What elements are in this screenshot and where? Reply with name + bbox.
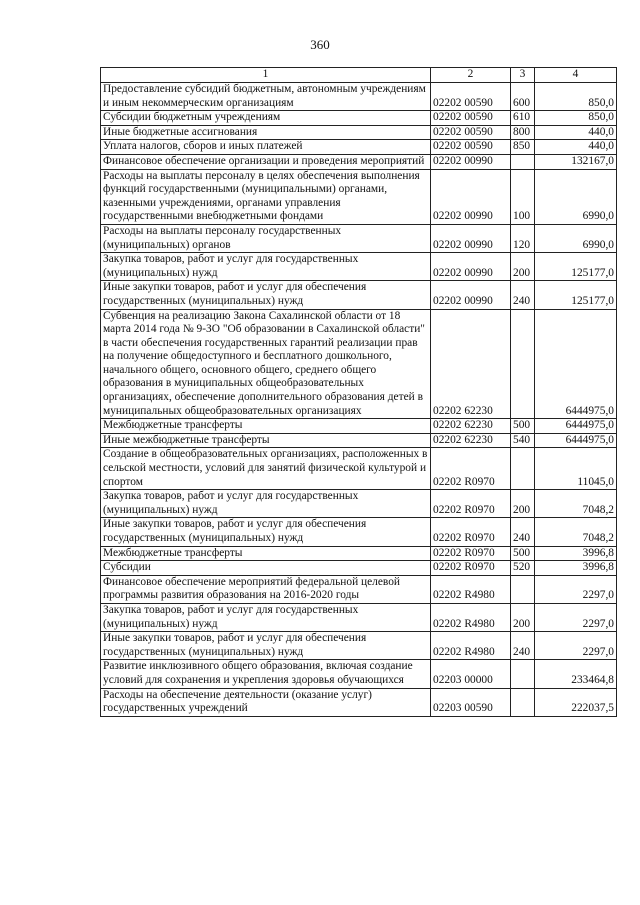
page-number: 360 bbox=[310, 37, 330, 52]
row-type bbox=[511, 688, 535, 716]
table-row bbox=[101, 154, 617, 169]
row-sum: 3996,8 bbox=[535, 546, 617, 561]
row-sum: 3996,8 bbox=[535, 561, 617, 576]
row-sum: 11045,0 bbox=[535, 448, 617, 490]
table-row bbox=[101, 518, 617, 546]
row-code: 02202 R4980 bbox=[431, 603, 511, 631]
row-name: Иные закупки товаров, работ и услуг для обеспечения государственных (муниципальных) нужд bbox=[101, 281, 431, 309]
row-sum: 440,0 bbox=[535, 140, 617, 155]
table-row bbox=[101, 83, 617, 111]
row-name: Предоставление субсидий бюджетным, автономным учреждениям и иным некоммерческим организациям bbox=[101, 83, 431, 111]
table-row bbox=[101, 546, 617, 561]
row-name: Уплата налогов, сборов и иных платежей bbox=[101, 140, 431, 155]
row-type bbox=[511, 309, 535, 419]
row-name: Закупка товаров, работ и услуг для государственных (муниципальных) нужд bbox=[101, 603, 431, 631]
row-type: 200 bbox=[511, 253, 535, 281]
row-code: 02203 00590 bbox=[431, 688, 511, 716]
header-col-3: 3 bbox=[511, 68, 535, 83]
row-code: 02202 62230 bbox=[431, 309, 511, 419]
row-code: 02202 62230 bbox=[431, 419, 511, 434]
row-type: 610 bbox=[511, 111, 535, 126]
row-sum: 125177,0 bbox=[535, 281, 617, 309]
table-row bbox=[101, 224, 617, 252]
row-code: 02202 00990 bbox=[431, 281, 511, 309]
table-row bbox=[101, 253, 617, 281]
row-code: 02202 R0970 bbox=[431, 561, 511, 576]
table-row bbox=[101, 111, 617, 126]
row-type: 100 bbox=[511, 169, 535, 224]
row-code: 02202 R4980 bbox=[431, 632, 511, 660]
table-row bbox=[101, 660, 617, 688]
row-name: Субсидии бюджетным учреждениям bbox=[101, 111, 431, 126]
header-col-2: 2 bbox=[431, 68, 511, 83]
row-code: 02202 R0970 bbox=[431, 448, 511, 490]
row-type: 240 bbox=[511, 632, 535, 660]
table-row bbox=[101, 490, 617, 518]
table-header-row bbox=[101, 68, 617, 83]
row-type bbox=[511, 448, 535, 490]
row-name: Расходы на выплаты персоналу государственных (муниципальных) органов bbox=[101, 224, 431, 252]
row-sum: 233464,8 bbox=[535, 660, 617, 688]
row-type bbox=[511, 660, 535, 688]
row-sum: 6444975,0 bbox=[535, 419, 617, 434]
row-type bbox=[511, 575, 535, 603]
row-name: Субсидии bbox=[101, 561, 431, 576]
row-sum: 6990,0 bbox=[535, 169, 617, 224]
row-code: 02202 00990 bbox=[431, 154, 511, 169]
row-name: Закупка товаров, работ и услуг для государственных (муниципальных) нужд bbox=[101, 253, 431, 281]
header-col-4: 4 bbox=[535, 68, 617, 83]
row-name: Расходы на обеспечение деятельности (оказание услуг) государственных учреждений bbox=[101, 688, 431, 716]
row-type: 240 bbox=[511, 281, 535, 309]
row-type: 200 bbox=[511, 490, 535, 518]
row-name: Иные межбюджетные трансферты bbox=[101, 433, 431, 448]
row-type bbox=[511, 154, 535, 169]
row-name: Иные закупки товаров, работ и услуг для обеспечения государственных (муниципальных) нужд bbox=[101, 632, 431, 660]
row-name: Иные закупки товаров, работ и услуг для обеспечения государственных (муниципальных) нужд bbox=[101, 518, 431, 546]
row-code: 02202 R4980 bbox=[431, 575, 511, 603]
row-sum: 2297,0 bbox=[535, 632, 617, 660]
row-type: 600 bbox=[511, 83, 535, 111]
row-name: Субвенция на реализацию Закона Сахалинской области от 18 марта 2014 года № 9-ЗО "Об образовании в Сахалинской области" в части обеспечения государственных гарантий реализации прав на получение общедоступного и бесплатного дошкольного, начального общего, основного общего, среднего общего образования в муниципальных общеобразовательных организациях, обеспечение дополнительного образования детей в муниципальных общеобразовательных организациях bbox=[101, 309, 431, 419]
table-row bbox=[101, 575, 617, 603]
table-row bbox=[101, 632, 617, 660]
row-sum: 6990,0 bbox=[535, 224, 617, 252]
row-code: 02202 R0970 bbox=[431, 518, 511, 546]
row-sum: 850,0 bbox=[535, 83, 617, 111]
row-sum: 7048,2 bbox=[535, 518, 617, 546]
row-name: Расходы на выплаты персоналу в целях обеспечения выполнения функций государственными (муниципальными) органами, казенными учреждениями, органами управления государственными внебюджетными фондами bbox=[101, 169, 431, 224]
row-type: 540 bbox=[511, 433, 535, 448]
row-sum: 440,0 bbox=[535, 125, 617, 140]
row-code: 02202 00590 bbox=[431, 140, 511, 155]
row-code: 02202 00990 bbox=[431, 224, 511, 252]
row-name: Финансовое обеспечение организации и проведения мероприятий bbox=[101, 154, 431, 169]
row-code: 02202 R0970 bbox=[431, 546, 511, 561]
row-type: 520 bbox=[511, 561, 535, 576]
table-row bbox=[101, 125, 617, 140]
table-row bbox=[101, 169, 617, 224]
row-code: 02202 00590 bbox=[431, 125, 511, 140]
row-code: 02202 00990 bbox=[431, 253, 511, 281]
row-type: 500 bbox=[511, 419, 535, 434]
row-type: 800 bbox=[511, 125, 535, 140]
budget-table bbox=[100, 67, 617, 717]
row-type: 200 bbox=[511, 603, 535, 631]
table-row bbox=[101, 140, 617, 155]
row-sum: 222037,5 bbox=[535, 688, 617, 716]
row-name: Финансовое обеспечение мероприятий федеральной целевой программы развития образования на 2016-2020 годы bbox=[101, 575, 431, 603]
table-row bbox=[101, 603, 617, 631]
row-type: 120 bbox=[511, 224, 535, 252]
table-row bbox=[101, 309, 617, 419]
row-sum: 2297,0 bbox=[535, 603, 617, 631]
row-code: 02203 00000 bbox=[431, 660, 511, 688]
row-type: 240 bbox=[511, 518, 535, 546]
row-code: 02202 00590 bbox=[431, 83, 511, 111]
row-name: Межбюджетные трансферты bbox=[101, 546, 431, 561]
row-name: Создание в общеобразовательных организациях, расположенных в сельской местности, условий для занятий физической культурой и спортом bbox=[101, 448, 431, 490]
row-name: Закупка товаров, работ и услуг для государственных (муниципальных) нужд bbox=[101, 490, 431, 518]
row-sum: 6444975,0 bbox=[535, 309, 617, 419]
table-row bbox=[101, 448, 617, 490]
row-code: 02202 00590 bbox=[431, 111, 511, 126]
row-sum: 6444975,0 bbox=[535, 433, 617, 448]
row-type: 500 bbox=[511, 546, 535, 561]
row-code: 02202 00990 bbox=[431, 169, 511, 224]
row-sum: 7048,2 bbox=[535, 490, 617, 518]
row-code: 02202 R0970 bbox=[431, 490, 511, 518]
row-code: 02202 62230 bbox=[431, 433, 511, 448]
row-sum: 132167,0 bbox=[535, 154, 617, 169]
row-name: Иные бюджетные ассигнования bbox=[101, 125, 431, 140]
row-type: 850 bbox=[511, 140, 535, 155]
table-row bbox=[101, 281, 617, 309]
row-name: Межбюджетные трансферты bbox=[101, 419, 431, 434]
row-sum: 850,0 bbox=[535, 111, 617, 126]
table-row bbox=[101, 419, 617, 434]
row-sum: 125177,0 bbox=[535, 253, 617, 281]
header-col-1: 1 bbox=[101, 68, 431, 83]
table-row bbox=[101, 433, 617, 448]
row-name: Развитие инклюзивного общего образования, включая создание условий для сохранения и укрепления здоровья обучающихся bbox=[101, 660, 431, 688]
table-row bbox=[101, 561, 617, 576]
row-sum: 2297,0 bbox=[535, 575, 617, 603]
table-row bbox=[101, 688, 617, 716]
